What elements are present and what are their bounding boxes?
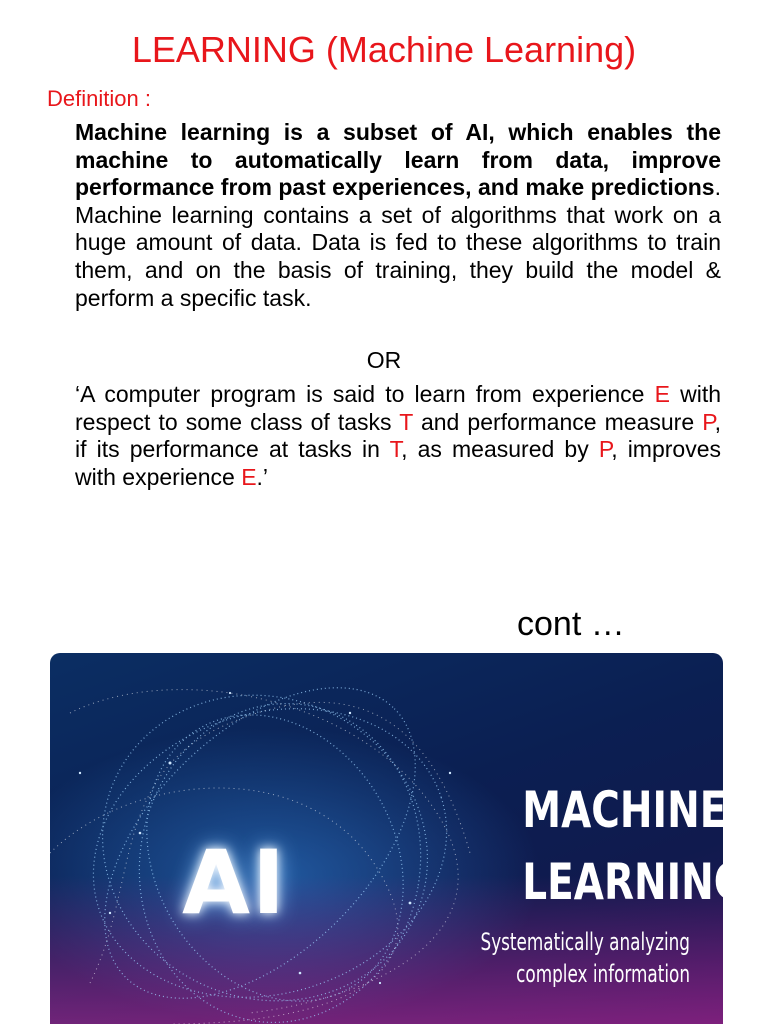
quote-text: with respect to some class of tasks bbox=[75, 381, 721, 435]
definition-paragraph bbox=[75, 119, 721, 312]
definition-bold-text: Machine learning is a subset of AI, which enables the machine to automatically learn from data, improve performance from past experiences, and make predictions bbox=[75, 119, 721, 201]
quote-text: , improves with experience bbox=[75, 436, 722, 490]
continued-text: cont … bbox=[517, 605, 625, 643]
page-title: LEARNING (Machine Learning) bbox=[131, 29, 637, 70]
machine-learning-banner-image bbox=[50, 653, 746, 1024]
definition-label: Definition : bbox=[47, 86, 151, 111]
or-separator: OR bbox=[366, 347, 402, 373]
quote-text: ‘A computer program is said to learn from experience bbox=[75, 381, 655, 407]
quote-variable: P bbox=[702, 408, 715, 435]
banner-subtitle-line1: Systematically analyzing bbox=[480, 928, 690, 956]
quote-paragraph bbox=[75, 381, 721, 491]
quote-text: and performance measure bbox=[412, 408, 703, 435]
quote-text: , as measured by bbox=[401, 436, 599, 463]
quote-variable: T bbox=[389, 436, 402, 463]
banner-subtitle-line2: complex information bbox=[516, 960, 690, 988]
quote-text: .’ bbox=[256, 463, 269, 490]
quote-variable: P bbox=[598, 436, 612, 463]
quote-variable: E bbox=[654, 381, 670, 407]
definition-rest-text: . Machine learning contains a set of algorithms that work on a huge amount of data. Data is fed to these algorithms to train them, and on the basis of training, they build the model & perform a specific task. bbox=[75, 174, 721, 311]
quote-variable: T bbox=[399, 408, 413, 435]
banner-title-line2: LEARNING bbox=[522, 853, 746, 911]
quote-variable: E bbox=[241, 463, 257, 490]
banner-title-line1: MACHINE bbox=[522, 781, 727, 839]
quote-text: , if its performance at tasks in bbox=[75, 408, 721, 463]
ai-logo-text: AI bbox=[182, 831, 287, 934]
